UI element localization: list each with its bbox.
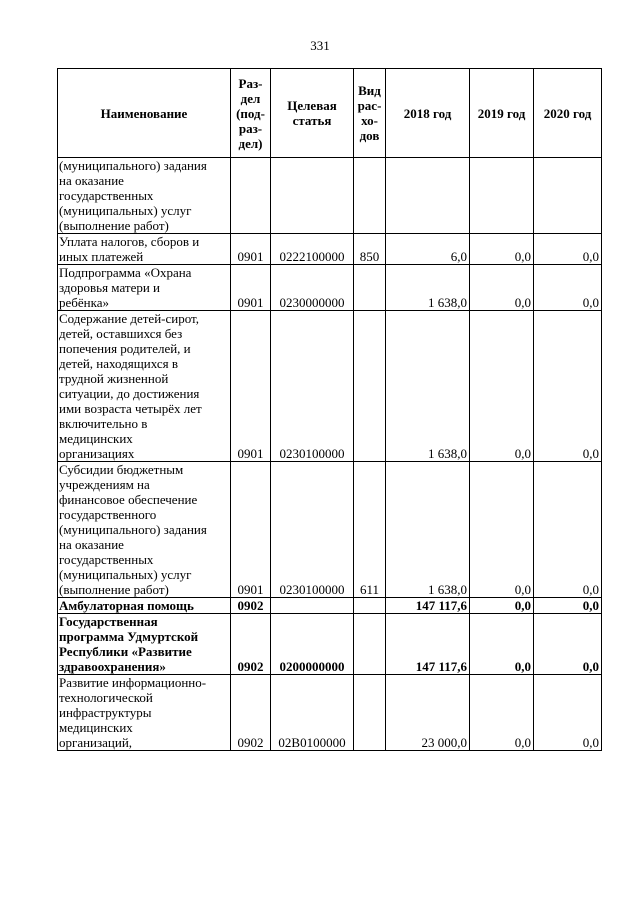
cell-section: 0901 <box>231 265 271 311</box>
cell-section: 0902 <box>231 614 271 675</box>
header-2019: 2019 год <box>470 69 534 158</box>
cell-target: 02В0100000 <box>271 675 354 751</box>
cell-2019: 0,0 <box>470 462 534 598</box>
cell-2020: 0,0 <box>534 675 602 751</box>
cell-2020 <box>534 158 602 234</box>
cell-name: (муниципального) задания на оказание государственных (муниципальных) услуг (выполнение работ) <box>58 158 231 234</box>
cell-name: Амбулаторная помощь <box>58 598 231 614</box>
cell-target: 0230100000 <box>271 311 354 462</box>
cell-2018: 1 638,0 <box>386 311 470 462</box>
cell-expense-type: 850 <box>354 234 386 265</box>
table-row <box>58 598 602 614</box>
table-header-row <box>58 69 602 158</box>
cell-name: Подпрограмма «Охрана здоровья матери и ребёнка» <box>58 265 231 311</box>
cell-2019 <box>470 158 534 234</box>
cell-2020: 0,0 <box>534 598 602 614</box>
cell-expense-type <box>354 614 386 675</box>
cell-section: 0901 <box>231 311 271 462</box>
cell-expense-type <box>354 675 386 751</box>
cell-expense-type <box>354 311 386 462</box>
header-2020: 2020 год <box>534 69 602 158</box>
cell-2018: 147 117,6 <box>386 598 470 614</box>
cell-section: 0901 <box>231 462 271 598</box>
cell-2018: 6,0 <box>386 234 470 265</box>
cell-target: 0222100000 <box>271 234 354 265</box>
table-row <box>58 311 602 462</box>
cell-2020: 0,0 <box>534 311 602 462</box>
table-row <box>58 675 602 751</box>
cell-2018: 23 000,0 <box>386 675 470 751</box>
cell-2020: 0,0 <box>534 234 602 265</box>
table-row <box>58 265 602 311</box>
header-target: Целевая статья <box>271 69 354 158</box>
cell-expense-type <box>354 598 386 614</box>
cell-target: 0230100000 <box>271 462 354 598</box>
cell-target: 0200000000 <box>271 614 354 675</box>
cell-name: Содержание детей-сирот, детей, оставшихся без попечения родителей, и детей, находящихся в трудной жизненной ситуации, до достижения ими возраста четырёх лет включительно в медицинских организациях <box>58 311 231 462</box>
cell-name: Государственная программа Удмуртской Республики «Развитие здравоохранения» <box>58 614 231 675</box>
cell-2019: 0,0 <box>470 598 534 614</box>
table-row <box>58 462 602 598</box>
cell-target <box>271 598 354 614</box>
cell-2020: 0,0 <box>534 265 602 311</box>
header-section: Раз- дел (под- раз- дел) <box>231 69 271 158</box>
cell-2019: 0,0 <box>470 311 534 462</box>
cell-2019: 0,0 <box>470 675 534 751</box>
cell-section: 0902 <box>231 675 271 751</box>
cell-2020: 0,0 <box>534 462 602 598</box>
budget-table <box>57 68 602 751</box>
cell-expense-type <box>354 158 386 234</box>
cell-target <box>271 158 354 234</box>
header-2018: 2018 год <box>386 69 470 158</box>
cell-section: 0901 <box>231 234 271 265</box>
cell-expense-type <box>354 265 386 311</box>
cell-2019: 0,0 <box>470 265 534 311</box>
page-number: 331 <box>310 38 330 53</box>
cell-2018: 147 117,6 <box>386 614 470 675</box>
cell-2019: 0,0 <box>470 234 534 265</box>
cell-section <box>231 158 271 234</box>
table-body <box>58 158 602 751</box>
cell-name: Развитие информационно- технологической инфраструктуры медицинских организаций, <box>58 675 231 751</box>
cell-section: 0902 <box>231 598 271 614</box>
cell-2020: 0,0 <box>534 614 602 675</box>
cell-2018: 1 638,0 <box>386 265 470 311</box>
header-name: Наименование <box>58 69 231 158</box>
cell-target: 0230000000 <box>271 265 354 311</box>
cell-2018 <box>386 158 470 234</box>
table-row <box>58 614 602 675</box>
cell-name: Субсидии бюджетным учреждениям на финансовое обеспечение государственного (муниципального) задания на оказание государственных (муниципальных) услуг (выполнение работ) <box>58 462 231 598</box>
table-row <box>58 158 602 234</box>
header-expense-type: Вид рас- хо- дов <box>354 69 386 158</box>
cell-name: Уплата налогов, сборов и иных платежей <box>58 234 231 265</box>
cell-2019: 0,0 <box>470 614 534 675</box>
cell-2018: 1 638,0 <box>386 462 470 598</box>
cell-expense-type: 611 <box>354 462 386 598</box>
table-row <box>58 234 602 265</box>
